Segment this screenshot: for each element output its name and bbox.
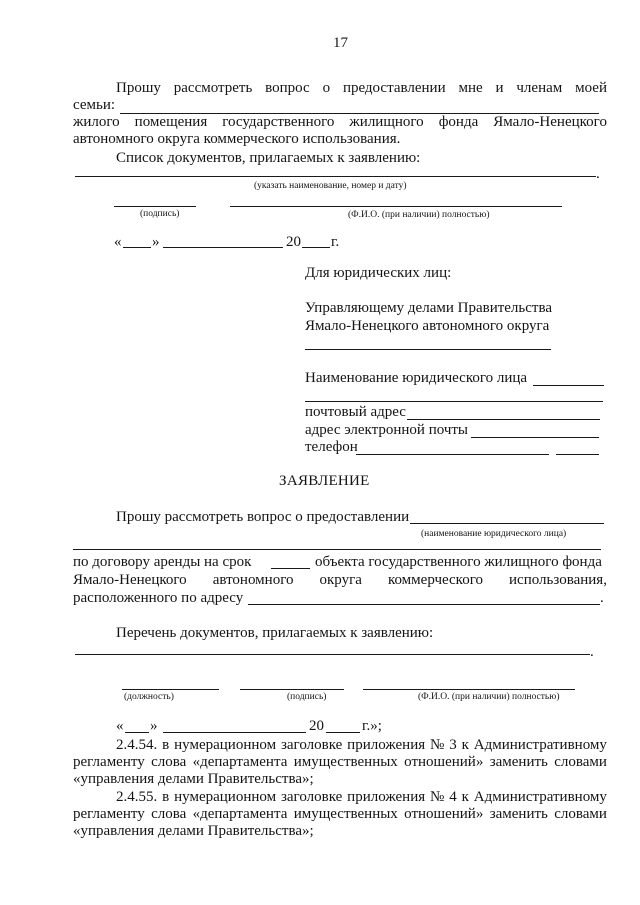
- word: имущественных: [293, 754, 398, 770]
- word: заголовке: [280, 789, 343, 805]
- position-line: [122, 689, 219, 690]
- docs-hint: (указать наименование, номер и дату): [254, 181, 407, 191]
- address-end-dot: .: [600, 590, 604, 606]
- word: Ямало-Ненецкого: [493, 114, 607, 130]
- statement-entity-line-2: [73, 549, 601, 550]
- word: предоставлении: [342, 80, 446, 96]
- word: заголовке: [280, 737, 343, 753]
- email-line: [471, 437, 599, 438]
- word: слова: [151, 754, 187, 770]
- docs-list-label: Список документов, прилагаемых к заявлению:: [116, 150, 421, 166]
- request-line-1: [116, 81, 607, 96]
- word: округа: [319, 572, 362, 588]
- statement-date-month-line: [163, 732, 306, 733]
- word: регламенту: [73, 806, 145, 822]
- date-year-line: [302, 247, 330, 248]
- phone-line: [356, 454, 549, 455]
- email-label: адрес электронной почты: [305, 422, 469, 438]
- statement-date-year-suffix: г.»;: [362, 718, 382, 734]
- word: Административному: [473, 789, 607, 805]
- word: заменить: [489, 806, 548, 822]
- word: отношений»: [404, 806, 484, 822]
- statement-docs-label: Перечень документов, прилагаемых к заявлению:: [116, 625, 434, 641]
- statement-request-line: Прошу рассмотреть вопрос о предоставлении: [116, 509, 410, 525]
- statement-signature-hint: (подпись): [287, 692, 327, 702]
- word: жилищного: [349, 114, 424, 130]
- date-year-prefix: 20: [286, 234, 301, 250]
- request-line-3: [73, 115, 607, 130]
- statement-title: ЗАЯВЛЕНИЕ: [279, 473, 370, 489]
- statement-line-3: [73, 573, 607, 588]
- word: жилого: [73, 114, 120, 130]
- signature-hint: (подпись): [140, 209, 180, 219]
- word: Прошу: [116, 80, 161, 96]
- amendment-2-4-54-line-1: [116, 738, 607, 753]
- postal-address-label: почтовый адрес: [305, 404, 406, 420]
- word: фонда: [438, 114, 479, 130]
- statement-docs-line: [75, 654, 590, 655]
- word: имущественных: [293, 806, 398, 822]
- word: вопрос: [265, 80, 310, 96]
- word: помещения: [134, 114, 208, 130]
- word: использования,: [509, 572, 607, 588]
- word: словами: [554, 754, 607, 770]
- fio-hint: (Ф.И.О. (при наличии) полностью): [348, 210, 490, 220]
- word: заменить: [489, 754, 548, 770]
- statement-date-year-prefix: 20: [309, 718, 324, 734]
- position-hint: (должность): [124, 692, 174, 702]
- word: к: [461, 737, 469, 753]
- word: 2.4.55.: [116, 789, 158, 805]
- word: мне: [458, 80, 483, 96]
- address-label: расположенного по адресу: [73, 590, 244, 606]
- word: приложения: [347, 789, 426, 805]
- word: 4: [449, 789, 457, 805]
- phone-label: телефон: [305, 439, 358, 455]
- statement-entity-hint: (наименование юридического лица): [421, 529, 567, 539]
- word: отношений»: [404, 754, 484, 770]
- date-open-quote: «: [114, 234, 122, 250]
- word: приложения: [347, 737, 426, 753]
- word: слова: [151, 806, 187, 822]
- word: о: [322, 80, 331, 96]
- statement-fio-line: [363, 689, 575, 690]
- word: «департамента: [192, 754, 288, 770]
- request-line-4: автономного округа коммерческого использования.: [73, 131, 401, 147]
- entity-name-line-2: [305, 401, 603, 402]
- word: регламенту: [73, 754, 145, 770]
- statement-date-day-line: [125, 732, 149, 733]
- statement-date-open: «: [116, 718, 124, 734]
- recipient-extra-line: [305, 349, 551, 350]
- date-day-line: [123, 247, 151, 248]
- phone-line-2: [556, 454, 599, 455]
- word: нумерационном: [174, 789, 277, 805]
- word: Административному: [473, 737, 607, 753]
- lease-term-line: [271, 568, 310, 569]
- entity-name-line: [533, 385, 604, 386]
- date-close-quote: »: [152, 234, 160, 250]
- word: №: [430, 737, 445, 753]
- statement-fio-hint: (Ф.И.О. (при наличии) полностью): [418, 692, 560, 702]
- statement-entity-line: [410, 523, 604, 524]
- word: 3: [449, 737, 457, 753]
- page-number: 17: [333, 35, 348, 51]
- lease-term-label: по договору аренды на срок: [73, 554, 252, 570]
- word: №: [430, 789, 445, 805]
- docs-list-line: [75, 176, 596, 177]
- word: 2.4.54.: [116, 737, 158, 753]
- word: моей: [575, 80, 607, 96]
- docs-line-end-dot: .: [596, 166, 600, 182]
- amendment-2-4-54-line-2: [73, 755, 607, 770]
- statement-date-close: »: [150, 718, 158, 734]
- word: «департамента: [192, 806, 288, 822]
- amendment-2-4-55-line-3: «управления делами Правительства»;: [73, 823, 314, 839]
- entity-name-label: Наименование юридического лица: [305, 370, 528, 386]
- amendment-2-4-55-line-2: [73, 807, 607, 822]
- legal-entities-heading: Для юридических лиц:: [305, 265, 452, 281]
- fio-line: [230, 206, 562, 207]
- request-family-label: семьи:: [73, 97, 116, 113]
- word: коммерческого: [387, 572, 483, 588]
- statement-docs-end-dot: .: [590, 644, 594, 660]
- recipient-line-1: Управляющему делами Правительства: [305, 300, 553, 316]
- date-month-line: [163, 247, 283, 248]
- postal-address-line: [407, 419, 600, 420]
- word: членам: [516, 80, 563, 96]
- word: автономного: [212, 572, 294, 588]
- word: в: [162, 789, 170, 805]
- statement-signature-line: [240, 689, 344, 690]
- statement-date-year-line: [326, 732, 360, 733]
- word: словами: [554, 806, 607, 822]
- recipient-line-2: Ямало-Ненецкого автономного округа: [305, 318, 550, 334]
- amendment-2-4-54-line-3: «управления делами Правительства»;: [73, 771, 314, 787]
- word: Ямало-Ненецкого: [73, 572, 187, 588]
- lease-object-text: объекта государственного жилищного фонда: [315, 554, 602, 570]
- date-year-suffix: г.: [331, 234, 340, 250]
- word: нумерационном: [174, 737, 277, 753]
- word: к: [461, 789, 469, 805]
- signature-line: [114, 206, 196, 207]
- address-line: [248, 604, 600, 605]
- word: рассмотреть: [173, 80, 253, 96]
- word: государственного: [222, 114, 335, 130]
- amendment-2-4-55-line-1: [116, 790, 607, 805]
- word: и: [495, 80, 504, 96]
- word: в: [162, 737, 170, 753]
